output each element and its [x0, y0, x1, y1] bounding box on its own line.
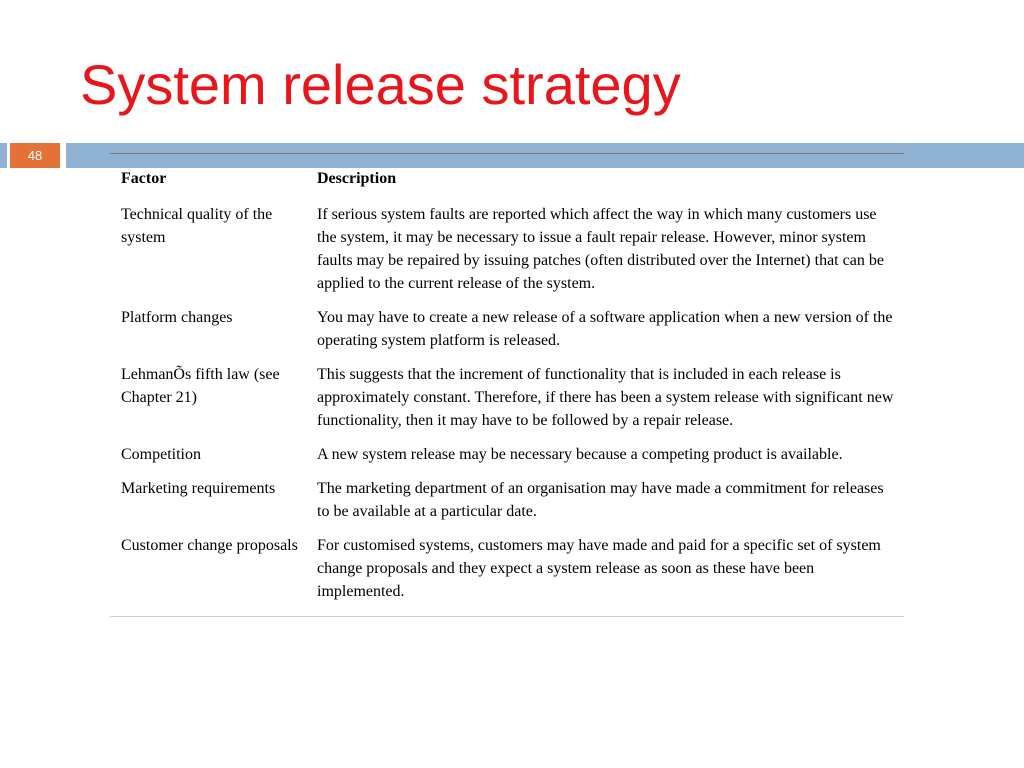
- table-row: [110, 306, 904, 363]
- table-row: [110, 203, 904, 306]
- description-cell: This suggests that the increment of functionality that is included in each release is approximately constant. Therefore, if there has been a system release with significant new functionality, then it may have to be followed by a repair release.: [317, 366, 894, 429]
- table-row: [110, 443, 904, 477]
- table-row: [110, 363, 904, 443]
- header-band-left: [0, 143, 7, 168]
- description-cell: The marketing department of an organisation may have made a commitment for releases to be available at a particular date.: [317, 480, 884, 520]
- header-description: Description: [317, 170, 397, 187]
- release-strategy-table: [110, 153, 904, 617]
- factor-cell: Customer change proposals: [121, 537, 298, 554]
- factor-cell: LehmanÕs fifth law (see Chapter 21): [121, 366, 280, 406]
- table-row: [110, 477, 904, 534]
- description-cell: A new system release may be necessary because a competing product is available.: [317, 446, 843, 463]
- factor-cell: Marketing requirements: [121, 480, 276, 497]
- factor-cell: Technical quality of the system: [121, 206, 273, 246]
- factor-cell: Competition: [121, 446, 201, 463]
- description-cell: You may have to create a new release of a software application when a new version of the operating system platform is released.: [317, 309, 893, 349]
- table-row: [110, 534, 904, 617]
- factor-cell: Platform changes: [121, 309, 233, 326]
- slide-number-badge: 48: [10, 143, 60, 168]
- header-factor: Factor: [121, 170, 167, 187]
- slide-title: System release strategy: [80, 53, 681, 116]
- description-cell: For customised systems, customers may have made and paid for a specific set of system change proposals and they expect a system release as soon as these have been implemented.: [317, 537, 881, 600]
- table-header-row: [110, 154, 904, 204]
- description-cell: If serious system faults are reported which affect the way in which many customers use the system, it may be necessary to issue a fault repair release. However, minor system faults may be repaired by issuing patches (often distributed over the Internet) that can be applied to the current release of the system.: [317, 206, 884, 292]
